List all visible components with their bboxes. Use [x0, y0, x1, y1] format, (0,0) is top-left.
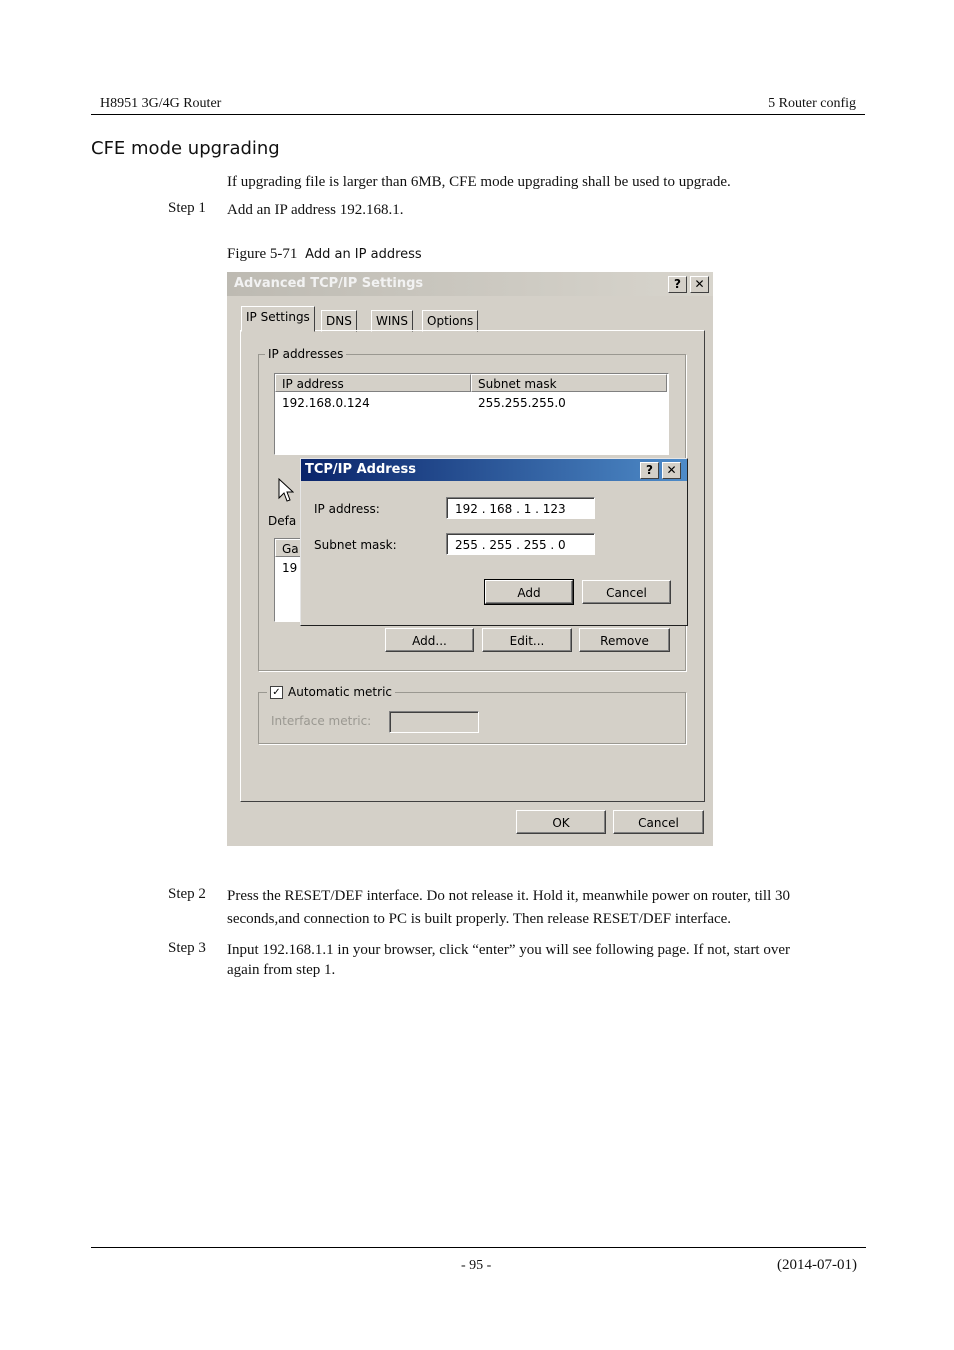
header-right: 5 Router config	[768, 96, 856, 111]
step3-label: Step 3	[168, 940, 206, 956]
auto-metric-label: Automatic metric	[288, 685, 392, 699]
ip-address-list[interactable]	[274, 373, 669, 455]
tab-ip-settings[interactable]: IP Settings	[241, 306, 315, 332]
window-titlebar	[227, 272, 713, 296]
column-ip-address[interactable]: IP address	[275, 374, 471, 392]
row-mask[interactable]: 255.255.255.0	[478, 396, 566, 410]
step2-label: Step 2	[168, 886, 206, 902]
dialog-titlebar	[301, 459, 687, 481]
footer-date: (2014-07-01)	[777, 1257, 857, 1273]
step2-line2: seconds,and connection to PC is built properly. Then release RESET/DEF interface.	[227, 911, 732, 927]
header-left: H8951 3G/4G Router	[100, 96, 222, 111]
figure-caption	[227, 246, 422, 263]
gateway-edit-button[interactable]: Edit...	[482, 628, 572, 652]
dialog-ip-input[interactable]: 192 . 168 . 1 . 123	[446, 497, 595, 519]
intro-text: If upgrading file is larger than 6MB, CFE mode upgrading shall be used to upgrade.	[227, 174, 731, 190]
section-title: CFE mode upgrading	[91, 138, 280, 159]
tab-wins[interactable]: WINS	[371, 310, 413, 332]
gateway-group-label: Defa	[265, 514, 299, 528]
footer-rule	[91, 1247, 866, 1248]
dialog-add-button[interactable]: Add	[485, 580, 573, 604]
close-icon[interactable]: ✕	[690, 276, 709, 293]
step3-line2: again from step 1.	[227, 962, 336, 978]
gateway-add-button[interactable]: Add...	[385, 628, 474, 652]
auto-metric-checkbox[interactable]: ✓	[270, 686, 283, 699]
figure-number: Figure 5-71	[227, 246, 298, 262]
dialog-mask-input[interactable]: 255 . 255 . 255 . 0	[446, 533, 595, 555]
step1-text: Add an IP address 192.168.1.	[227, 202, 404, 218]
dialog-cancel-button[interactable]: Cancel	[582, 580, 671, 604]
page-number: - 95 -	[461, 1258, 492, 1273]
header-rule	[91, 114, 865, 115]
tab-options[interactable]: Options	[422, 310, 478, 332]
ok-button[interactable]: OK	[516, 810, 606, 834]
step2-line1: Press the RESET/DEF interface. Do not release it. Hold it, meanwhile power on router, till 30	[227, 888, 791, 904]
help-icon[interactable]: ?	[668, 276, 687, 293]
step3-line1: Input 192.168.1.1 in your browser, click “enter” you will see following page. If not, start over	[227, 942, 791, 958]
cancel-button[interactable]: Cancel	[613, 810, 704, 834]
column-subnet-mask[interactable]: Subnet mask	[471, 374, 667, 392]
tcpip-address-dialog	[300, 458, 688, 626]
row-ip[interactable]: 192.168.0.124	[282, 396, 370, 410]
column-gateway[interactable]: Ga	[275, 539, 471, 557]
dialog-help-icon[interactable]: ?	[640, 462, 659, 479]
window-title: Advanced TCP/IP Settings	[234, 276, 424, 291]
dialog-mask-label: Subnet mask:	[314, 538, 397, 552]
step1-label: Step 1	[168, 200, 206, 216]
mouse-cursor-icon	[278, 478, 294, 504]
gateway-row[interactable]: 19	[282, 561, 298, 575]
gateway-remove-button[interactable]: Remove	[579, 628, 670, 652]
interface-metric-input[interactable]	[389, 711, 479, 733]
tab-dns[interactable]: DNS	[321, 310, 357, 332]
advanced-tcpip-screenshot	[227, 272, 713, 846]
auto-metric-row	[267, 685, 395, 699]
dialog-title: TCP/IP Address	[305, 462, 416, 477]
ip-group-label: IP addresses	[265, 347, 346, 361]
dialog-ip-label: IP address:	[314, 502, 380, 516]
interface-metric-label: Interface metric:	[271, 714, 372, 728]
dialog-close-icon[interactable]: ✕	[662, 462, 681, 479]
figure-title: Add an IP address	[305, 247, 422, 262]
